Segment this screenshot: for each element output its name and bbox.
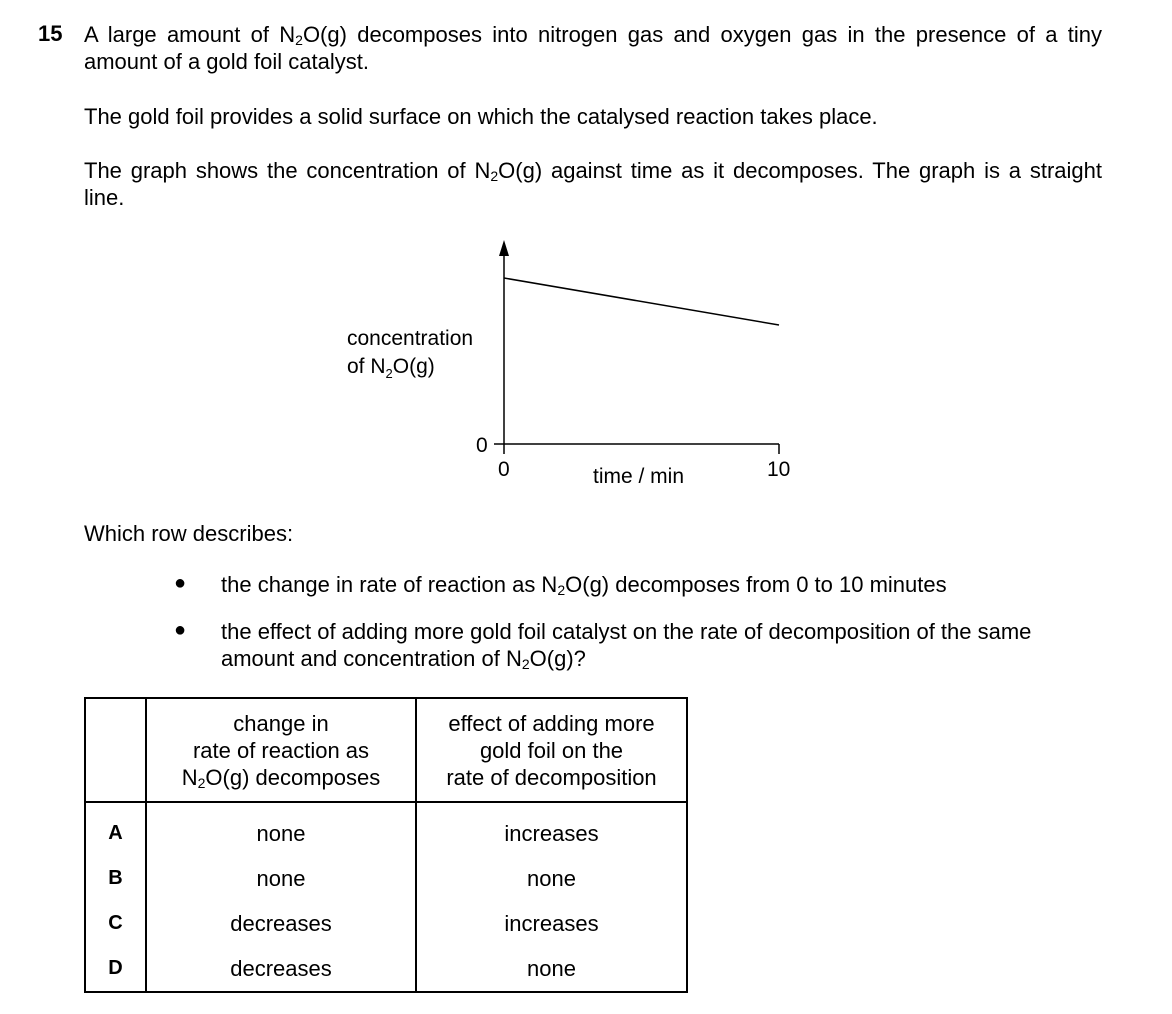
y-axis-label-line1: concentration [347,327,474,350]
option-change: decreases [146,901,416,946]
table-row[interactable] [85,946,687,992]
y-axis-label-line2: of $N_2O(g)$ [347,355,435,381]
bullet-marker-2: ● [174,619,187,641]
answer-table [84,697,688,993]
header-change-in-rate: change in rate of reaction as $N_2O(g)$ decomposes [146,698,416,802]
which-row-prompt: Which row describes: [84,521,294,546]
option-letter[interactable]: D [85,946,146,992]
data-line [504,278,779,325]
option-change: decreases [146,946,416,992]
y-axis-arrowhead [499,240,509,256]
header-effect-of-gold-foil: effect of adding more gold foil on the rate of decomposition [416,698,687,802]
question-intro: A large amount of $N_2O(g)$ decomposes into nitrogen gas and oxygen gas in the presence of a tiny amount of a gold foil catalyst. [84,22,1102,74]
x-axis-label: time / min [593,465,685,488]
option-effect: increases [416,802,687,856]
bullet-item-1: the change in rate of reaction as $N_2O(g)$ decomposes from 0 to 10 minutes [221,572,947,598]
y-origin-label: 0 [476,434,488,457]
catalyst-description: The gold foil provides a solid surface on which the catalysed reaction takes place. [84,104,878,129]
option-letter[interactable]: B [85,856,146,901]
graph-description: The graph shows the concentration of $N_2O(g)$ against time as it decomposes. The graph is a straight line. [84,158,1102,210]
option-effect: increases [416,901,687,946]
option-change: none [146,802,416,856]
option-change: none [146,856,416,901]
table-row[interactable] [85,856,687,901]
table-row[interactable] [85,802,687,856]
x-tick-label-0: 0 [498,458,510,481]
option-letter[interactable]: A [85,802,146,856]
table-row[interactable] [85,901,687,946]
table-header-row [85,698,687,802]
option-effect: none [416,946,687,992]
bullet-item-2: the effect of adding more gold foil catalyst on the rate of decomposition of the same amount and concentration of $N_2O(g)$? [221,619,1032,672]
x-tick-label-10: 10 [767,458,791,481]
option-effect: none [416,856,687,901]
question-number: 15 [38,21,63,46]
option-letter[interactable]: C [85,901,146,946]
bullet-marker-1: ● [174,572,187,594]
header-letter-cell [85,698,146,802]
